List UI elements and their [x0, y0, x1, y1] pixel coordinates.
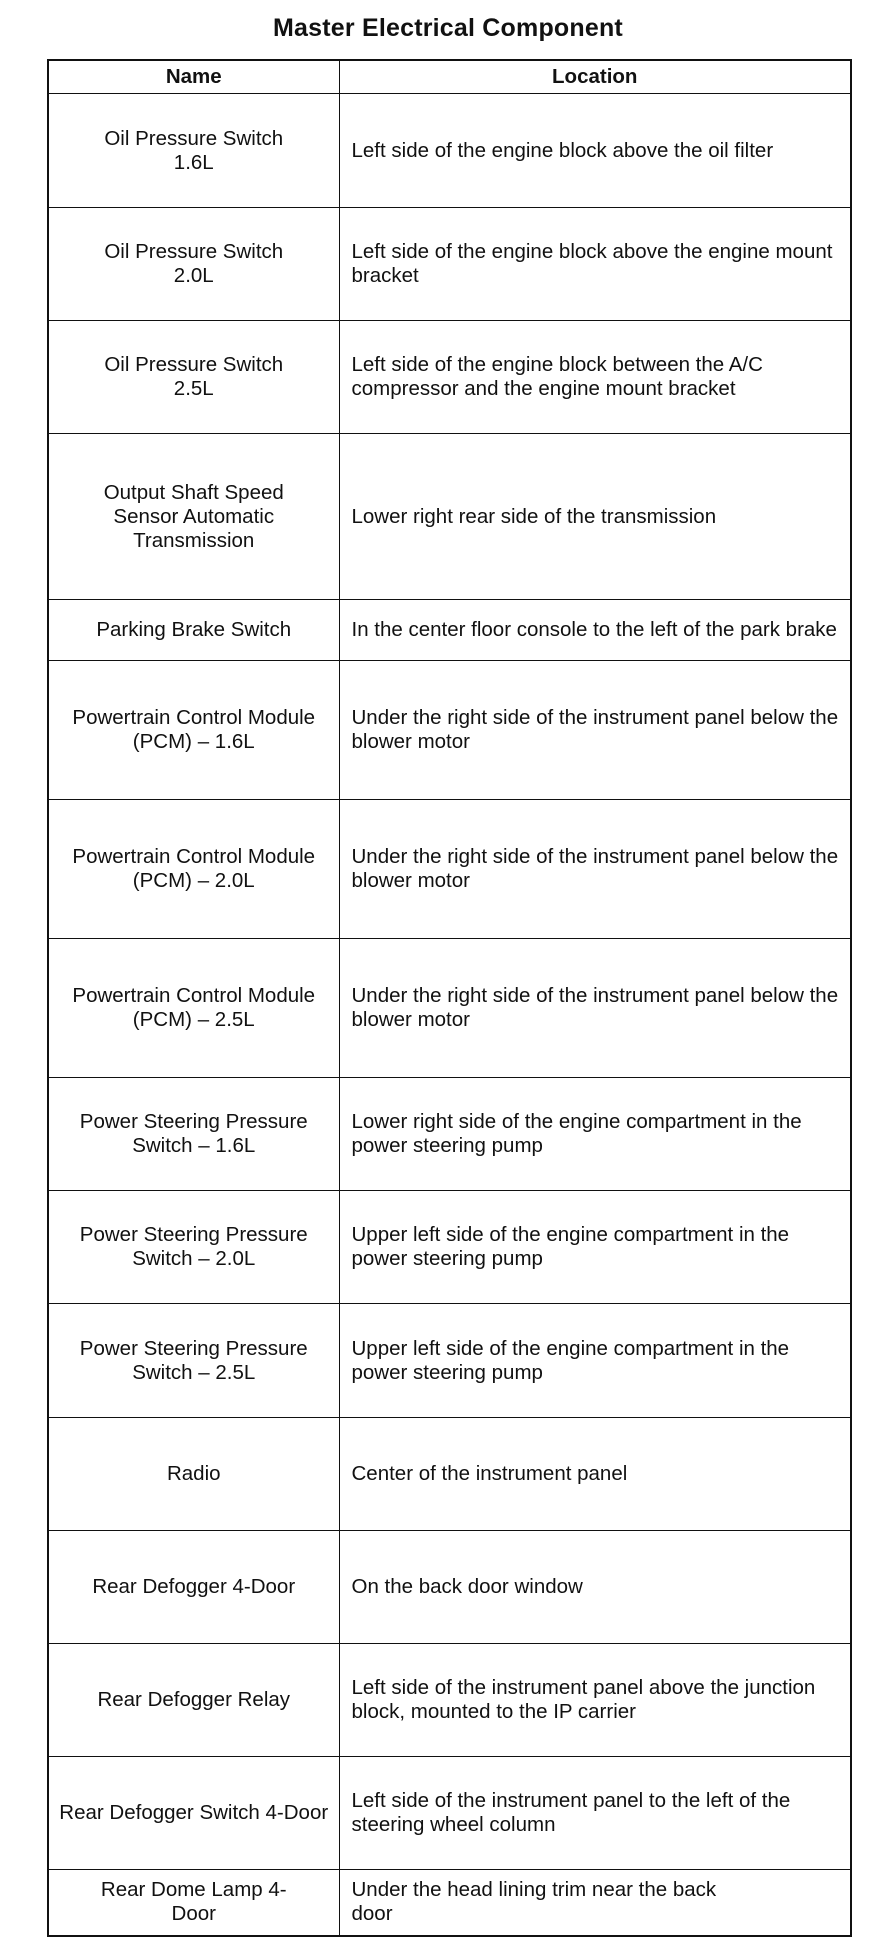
table-row: [48, 1078, 851, 1191]
component-name: Powertrain Control Module (PCM) – 1.6L: [48, 661, 339, 800]
table-row: [48, 1870, 851, 1936]
component-name: Rear Defogger 4-Door: [48, 1531, 339, 1644]
component-location: Under the right side of the instrument panel below the blower motor: [339, 939, 851, 1078]
page-title: Master Electrical Component: [273, 14, 623, 42]
component-name: Power Steering Pressure Switch – 2.5L: [48, 1304, 339, 1418]
table-row: [48, 661, 851, 800]
component-name: Rear Defogger Relay: [48, 1644, 339, 1757]
component-location: Center of the instrument panel: [339, 1418, 851, 1531]
component-location: Lower right side of the engine compartment in the power steering pump: [339, 1078, 851, 1191]
component-location: Under the head lining trim near the back door: [339, 1870, 851, 1936]
component-location: On the back door window: [339, 1531, 851, 1644]
table-row: [48, 1191, 851, 1304]
component-location: Left side of the instrument panel to the left of the steering wheel column: [339, 1757, 851, 1870]
component-table: [47, 59, 852, 1937]
component-location: Under the right side of the instrument panel below the blower motor: [339, 661, 851, 800]
component-name: Powertrain Control Module (PCM) – 2.5L: [48, 939, 339, 1078]
component-name: Oil Pressure Switch 1.6L: [48, 94, 339, 208]
table-row: [48, 1757, 851, 1870]
component-location: Upper left side of the engine compartment in the power steering pump: [339, 1304, 851, 1418]
table-header-row: [48, 60, 851, 94]
table-row: [48, 1531, 851, 1644]
component-name: Parking Brake Switch: [48, 600, 339, 661]
component-name: Output Shaft Speed Sensor Automatic Transmission: [48, 434, 339, 600]
table-row: [48, 1644, 851, 1757]
component-location: In the center floor console to the left of the park brake: [339, 600, 851, 661]
component-name: Power Steering Pressure Switch – 2.0L: [48, 1191, 339, 1304]
component-location: Upper left side of the engine compartment in the power steering pump: [339, 1191, 851, 1304]
name-column-header: Name: [48, 60, 339, 94]
component-location: Under the right side of the instrument panel below the blower motor: [339, 800, 851, 939]
component-name: Powertrain Control Module (PCM) – 2.0L: [48, 800, 339, 939]
component-name: Rear Dome Lamp 4-Door: [48, 1870, 339, 1936]
table-row: [48, 1418, 851, 1531]
component-location: Lower right rear side of the transmission: [339, 434, 851, 600]
component-location: Left side of the engine block above the engine mount bracket: [339, 208, 851, 321]
component-location: Left side of the instrument panel above the junction block, mounted to the IP carrier: [339, 1644, 851, 1757]
table-row: [48, 94, 851, 208]
component-location: Left side of the engine block above the oil filter: [339, 94, 851, 208]
table-row: [48, 208, 851, 321]
table-row: [48, 434, 851, 600]
location-column-header: Location: [339, 60, 851, 94]
component-name: Rear Defogger Switch 4-Door: [48, 1757, 339, 1870]
table-row: [48, 939, 851, 1078]
table-row: [48, 1304, 851, 1418]
component-name: Power Steering Pressure Switch – 1.6L: [48, 1078, 339, 1191]
table-row: [48, 600, 851, 661]
component-name: Radio: [48, 1418, 339, 1531]
component-name: Oil Pressure Switch 2.5L: [48, 321, 339, 434]
component-location: Left side of the engine block between the A/C compressor and the engine mount bracket: [339, 321, 851, 434]
table-row: [48, 321, 851, 434]
table-row: [48, 800, 851, 939]
component-name: Oil Pressure Switch 2.0L: [48, 208, 339, 321]
